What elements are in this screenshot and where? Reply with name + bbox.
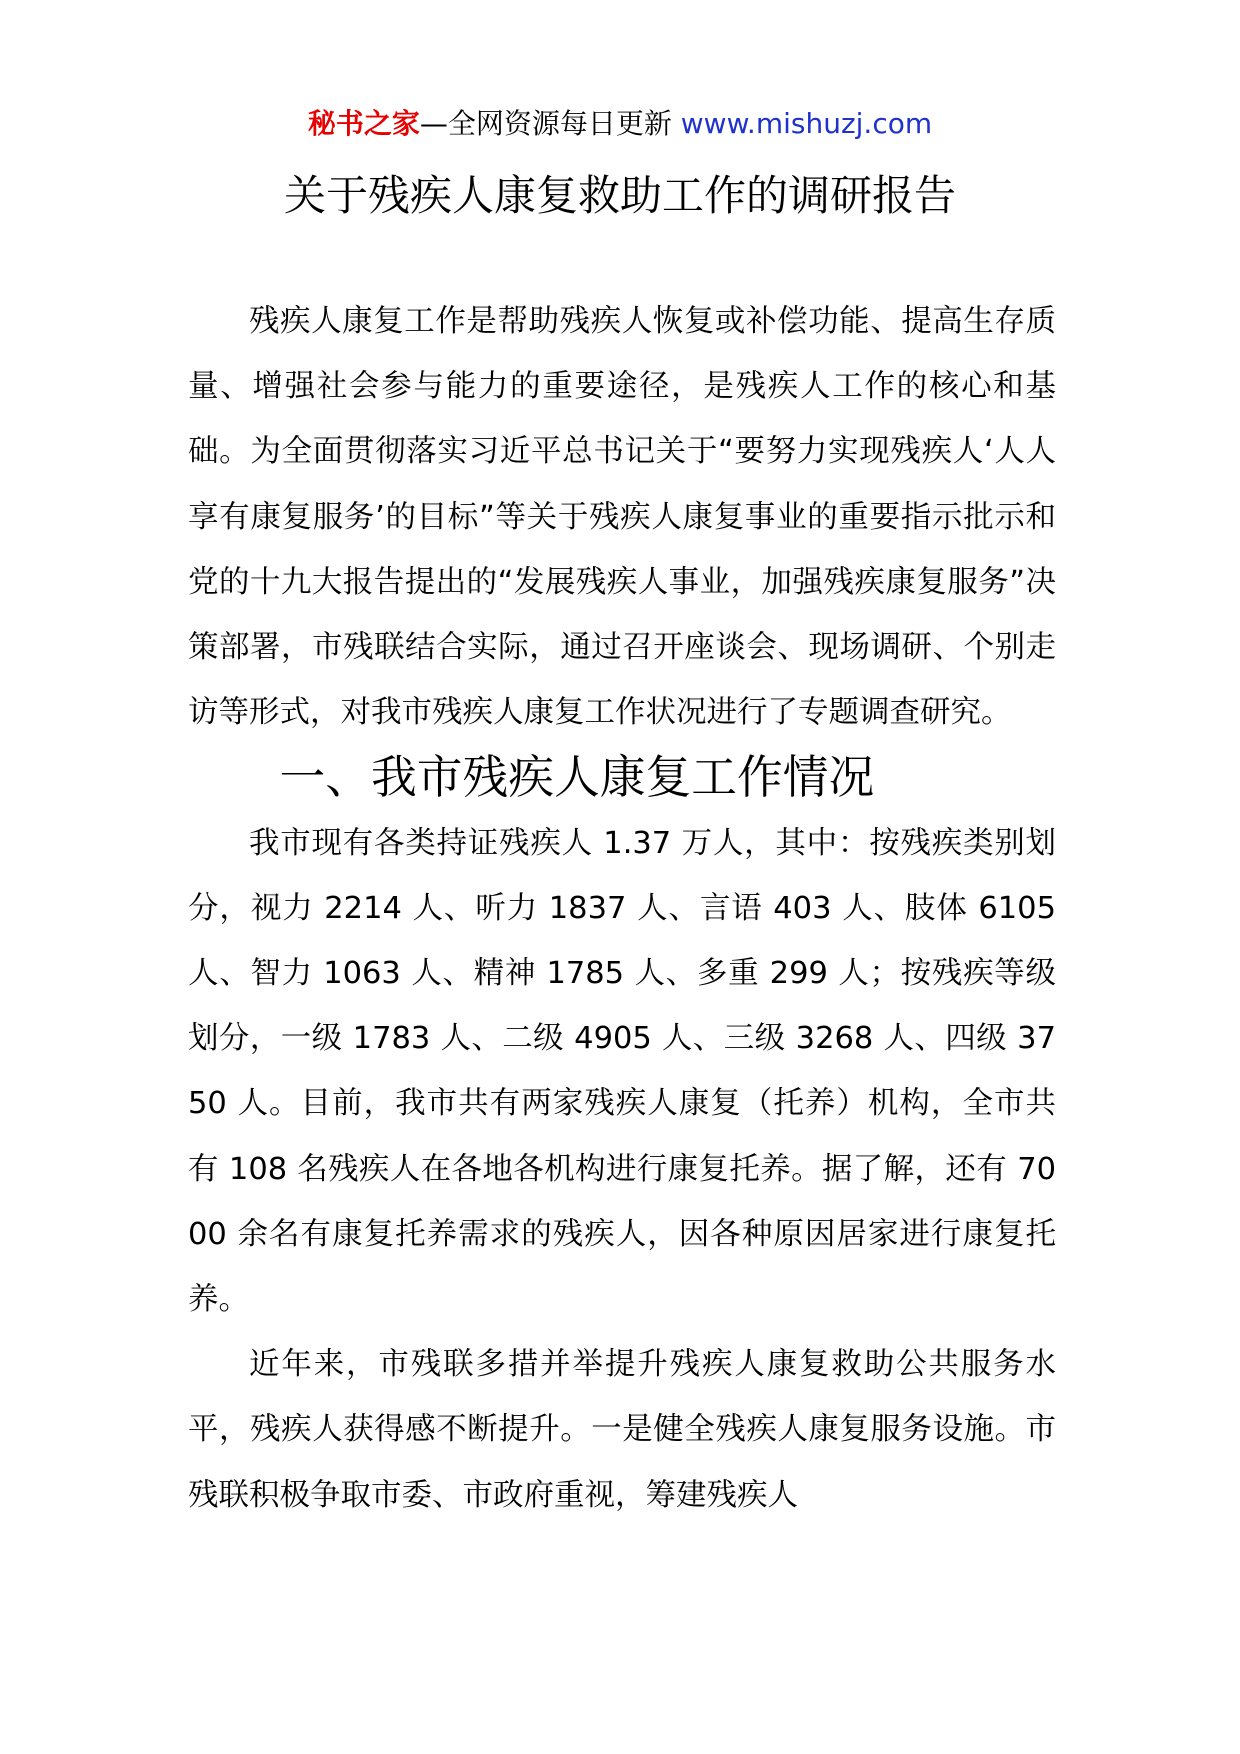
document-title: 关于残疾人康复救助工作的调研报告 xyxy=(283,171,956,220)
measures-paragraph: 近年来，市残联多措并举提升残疾人康复救助公共服务水平，残疾人获得感不断提升。一是健全残疾人康复服务设施。市残联积极争取市委、市政府重视，筹建残疾人 xyxy=(188,1347,1056,1513)
document-body xyxy=(188,289,1056,1528)
site-url-link[interactable]: www.mishuzj.com xyxy=(680,107,933,140)
statistics-paragraph: 我市现有各类持证残疾人 1.37 万人，其中：按残疾类别划分，视力 2214 人、听力 1837 人、言语 403 人、肢体 6105 人、智力 1063 人、精神 1785 人、多重 299 人；按残疾等级划分，一级 1783 人、二级 4905 人、三级 3268 人、四级 3750 人。目前，我市共有两家残疾人康复（托养）机构，全市共有 108 名残疾人在各地各机构进行康复托养。据了解，还有 7000 余名有康复托养需求的残疾人，因各种原因居家进行康复托养。 xyxy=(188,825,1056,1318)
section-heading: 一、我市残疾人康复工作情况 xyxy=(279,751,875,805)
brand-name: 秘书之家 xyxy=(307,107,420,140)
watermark-header xyxy=(0,100,1240,148)
header-tagline: —全网资源每日更新 xyxy=(419,107,681,140)
intro-paragraph: 残疾人康复工作是帮助残疾人恢复或补偿功能、提高生存质量、增强社会参与能力的重要途径，是残疾人工作的核心和基础。为全面贯彻落实习近平总书记关于“要努力实现残疾人‘人人享有康复服务’的目标”等关于残疾人康复事业的重要指示批示和党的十九大报告提出的“发展残疾人事业，加强残疾康复服务”决策部署，市残联结合实际，通过召开座谈会、现场调研、个别走访等形式，对我市残疾人康复工作状况进行了专题调查研究。 xyxy=(188,304,1056,731)
